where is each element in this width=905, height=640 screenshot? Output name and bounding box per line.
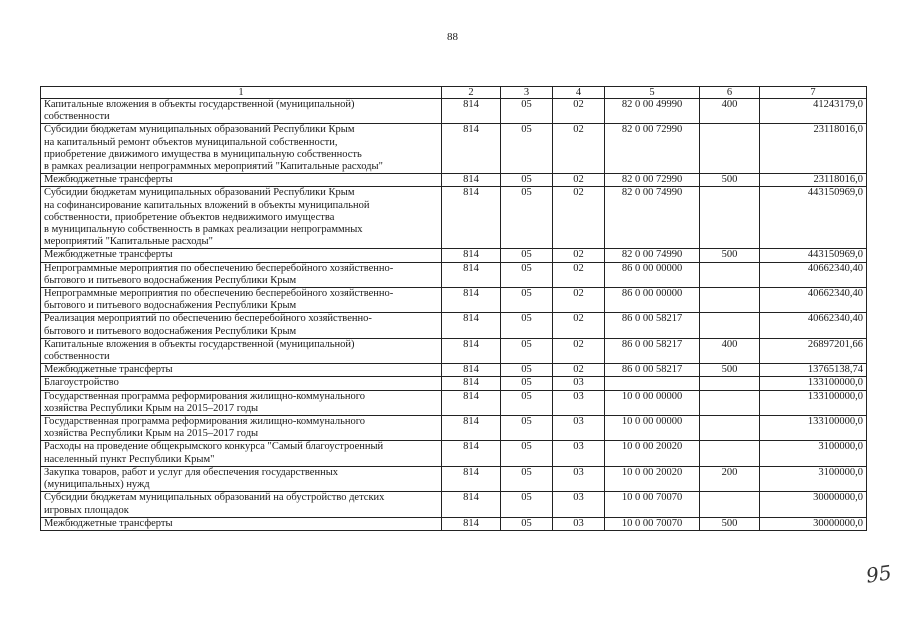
subsection-code: 02: [553, 364, 605, 377]
target-article-code: 82 0 00 49990: [605, 99, 700, 124]
target-article-code: 86 0 00 00000: [605, 262, 700, 287]
expense-type-code: 400: [700, 338, 760, 363]
subsection-code: 02: [553, 99, 605, 124]
ministry-code: 814: [442, 390, 501, 415]
table-row: [41, 390, 867, 415]
amount: 23118016,0: [760, 174, 867, 187]
subsection-code: 02: [553, 174, 605, 187]
expense-type-code: 500: [700, 174, 760, 187]
ministry-code: 814: [442, 288, 501, 313]
expense-type-code: [700, 124, 760, 174]
ministry-code: 814: [442, 249, 501, 262]
expense-type-code: 400: [700, 99, 760, 124]
section-code: 05: [501, 466, 553, 491]
column-header: 2: [442, 87, 501, 99]
subsection-code: 03: [553, 390, 605, 415]
table-row: [41, 364, 867, 377]
column-header: 4: [553, 87, 605, 99]
target-article-code: 82 0 00 74990: [605, 249, 700, 262]
ministry-code: 814: [442, 377, 501, 390]
ministry-code: 814: [442, 187, 501, 249]
expense-type-code: 500: [700, 249, 760, 262]
row-name: Непрограммные мероприятия по обеспечению бесперебойного хозяйственно- бытового и питьевого водоснабжения Республики Крым: [41, 262, 442, 287]
amount: 41243179,0: [760, 99, 867, 124]
ministry-code: 814: [442, 99, 501, 124]
section-code: 05: [501, 313, 553, 338]
ministry-code: 814: [442, 416, 501, 441]
row-name: Непрограммные мероприятия по обеспечению бесперебойного хозяйственно- бытового и питьевого водоснабжения Республики Крым: [41, 288, 442, 313]
section-code: 05: [501, 517, 553, 530]
ministry-code: 814: [442, 441, 501, 466]
table-row: [41, 262, 867, 287]
table-body: [41, 99, 867, 531]
subsection-code: 02: [553, 313, 605, 338]
amount: 13765138,74: [760, 364, 867, 377]
ministry-code: 814: [442, 262, 501, 287]
amount: 30000000,0: [760, 517, 867, 530]
section-code: 05: [501, 441, 553, 466]
row-name: Межбюджетные трансферты: [41, 249, 442, 262]
amount: 133100000,0: [760, 377, 867, 390]
column-header: 3: [501, 87, 553, 99]
target-article-code: 82 0 00 72990: [605, 124, 700, 174]
row-name: Межбюджетные трансферты: [41, 517, 442, 530]
row-name: Благоустройство: [41, 377, 442, 390]
amount: 3100000,0: [760, 441, 867, 466]
column-header: 7: [760, 87, 867, 99]
table-row: [41, 492, 867, 517]
ministry-code: 814: [442, 364, 501, 377]
budget-table: [40, 86, 867, 531]
table-row: [41, 313, 867, 338]
amount: 443150969,0: [760, 187, 867, 249]
target-article-code: 82 0 00 74990: [605, 187, 700, 249]
target-article-code: 10 0 00 70070: [605, 517, 700, 530]
subsection-code: 03: [553, 377, 605, 390]
expense-type-code: 500: [700, 517, 760, 530]
amount: 133100000,0: [760, 416, 867, 441]
section-code: 05: [501, 99, 553, 124]
target-article-code: 82 0 00 72990: [605, 174, 700, 187]
expense-type-code: 200: [700, 466, 760, 491]
row-name: Государственная программа реформирования жилищно-коммунального хозяйства Республики Крым на 2015–2017 годы: [41, 390, 442, 415]
amount: 40662340,40: [760, 313, 867, 338]
subsection-code: 02: [553, 124, 605, 174]
row-name: Субсидии бюджетам муниципальных образований на обустройство детских игровых площадок: [41, 492, 442, 517]
amount: 3100000,0: [760, 466, 867, 491]
table-row: [41, 187, 867, 249]
table-row: [41, 338, 867, 363]
subsection-code: 03: [553, 416, 605, 441]
table-row: [41, 99, 867, 124]
subsection-code: 03: [553, 441, 605, 466]
row-name: Межбюджетные трансферты: [41, 174, 442, 187]
table-row: [41, 517, 867, 530]
subsection-code: 02: [553, 262, 605, 287]
row-name: Межбюджетные трансферты: [41, 364, 442, 377]
row-name: Реализация мероприятий по обеспечению бесперебойного хозяйственно- бытового и питьевого водоснабжения Республики Крым: [41, 313, 442, 338]
expense-type-code: [700, 187, 760, 249]
section-code: 05: [501, 288, 553, 313]
target-article-code: 86 0 00 58217: [605, 364, 700, 377]
target-article-code: 86 0 00 00000: [605, 288, 700, 313]
section-code: 05: [501, 364, 553, 377]
handwritten-page-note: 95: [864, 560, 893, 588]
ministry-code: 814: [442, 338, 501, 363]
expense-type-code: [700, 492, 760, 517]
subsection-code: 03: [553, 466, 605, 491]
table-row: [41, 288, 867, 313]
amount: 26897201,66: [760, 338, 867, 363]
target-article-code: 86 0 00 58217: [605, 338, 700, 363]
row-name: Субсидии бюджетам муниципальных образований Республики Крым на софинансирование капитальных вложений в объекты муниципальной собственности, приобретение объектов недвижимого имущества в муниципальную собственность в рамках реализации непрограммных мероприятий "Капитальные расходы": [41, 187, 442, 249]
table-row: [41, 416, 867, 441]
section-code: 05: [501, 338, 553, 363]
subsection-code: 02: [553, 338, 605, 363]
ministry-code: 814: [442, 517, 501, 530]
column-header: 1: [41, 87, 442, 99]
expense-type-code: [700, 390, 760, 415]
amount: 30000000,0: [760, 492, 867, 517]
row-name: Государственная программа реформирования жилищно-коммунального хозяйства Республики Крым на 2015–2017 годы: [41, 416, 442, 441]
section-code: 05: [501, 124, 553, 174]
row-name: Капитальные вложения в объекты государственной (муниципальной) собственности: [41, 99, 442, 124]
target-article-code: 10 0 00 20020: [605, 466, 700, 491]
row-name: Капитальные вложения в объекты государственной (муниципальной) собственности: [41, 338, 442, 363]
amount: 40662340,40: [760, 262, 867, 287]
table-row: [41, 466, 867, 491]
expense-type-code: [700, 377, 760, 390]
amount: 133100000,0: [760, 390, 867, 415]
table-row: [41, 441, 867, 466]
ministry-code: 814: [442, 466, 501, 491]
section-code: 05: [501, 377, 553, 390]
table-row: [41, 249, 867, 262]
target-article-code: 10 0 00 00000: [605, 416, 700, 441]
expense-type-code: 500: [700, 364, 760, 377]
target-article-code: 86 0 00 58217: [605, 313, 700, 338]
subsection-code: 02: [553, 187, 605, 249]
column-header: 6: [700, 87, 760, 99]
target-article-code: 10 0 00 70070: [605, 492, 700, 517]
ministry-code: 814: [442, 492, 501, 517]
table-row: [41, 377, 867, 390]
expense-type-code: [700, 416, 760, 441]
ministry-code: 814: [442, 313, 501, 338]
row-name: Закупка товаров, работ и услуг для обеспечения государственных (муниципальных) нужд: [41, 466, 442, 491]
expense-type-code: [700, 262, 760, 287]
table-row: [41, 174, 867, 187]
ministry-code: 814: [442, 174, 501, 187]
row-name: Расходы на проведение общекрымского конкурса "Самый благоустроенный населенный пункт Республики Крым": [41, 441, 442, 466]
section-code: 05: [501, 249, 553, 262]
expense-type-code: [700, 441, 760, 466]
target-article-code: [605, 377, 700, 390]
amount: 23118016,0: [760, 124, 867, 174]
subsection-code: 03: [553, 517, 605, 530]
column-header: 5: [605, 87, 700, 99]
section-code: 05: [501, 390, 553, 415]
page-number: 88: [447, 31, 458, 43]
target-article-code: 10 0 00 00000: [605, 390, 700, 415]
row-name: Субсидии бюджетам муниципальных образований Республики Крым на капитальный ремонт объектов муниципальной собственности, приобретение движимого имущества в муниципальную собственность в рамках реализации непрограммных мероприятий "Капитальные расходы": [41, 124, 442, 174]
section-code: 05: [501, 262, 553, 287]
target-article-code: 10 0 00 20020: [605, 441, 700, 466]
amount: 443150969,0: [760, 249, 867, 262]
amount: 40662340,40: [760, 288, 867, 313]
expense-type-code: [700, 313, 760, 338]
section-code: 05: [501, 187, 553, 249]
subsection-code: 02: [553, 249, 605, 262]
section-code: 05: [501, 174, 553, 187]
expense-type-code: [700, 288, 760, 313]
section-code: 05: [501, 416, 553, 441]
section-code: 05: [501, 492, 553, 517]
subsection-code: 03: [553, 492, 605, 517]
table-row: [41, 124, 867, 174]
table-header-row: [41, 87, 867, 99]
ministry-code: 814: [442, 124, 501, 174]
subsection-code: 02: [553, 288, 605, 313]
